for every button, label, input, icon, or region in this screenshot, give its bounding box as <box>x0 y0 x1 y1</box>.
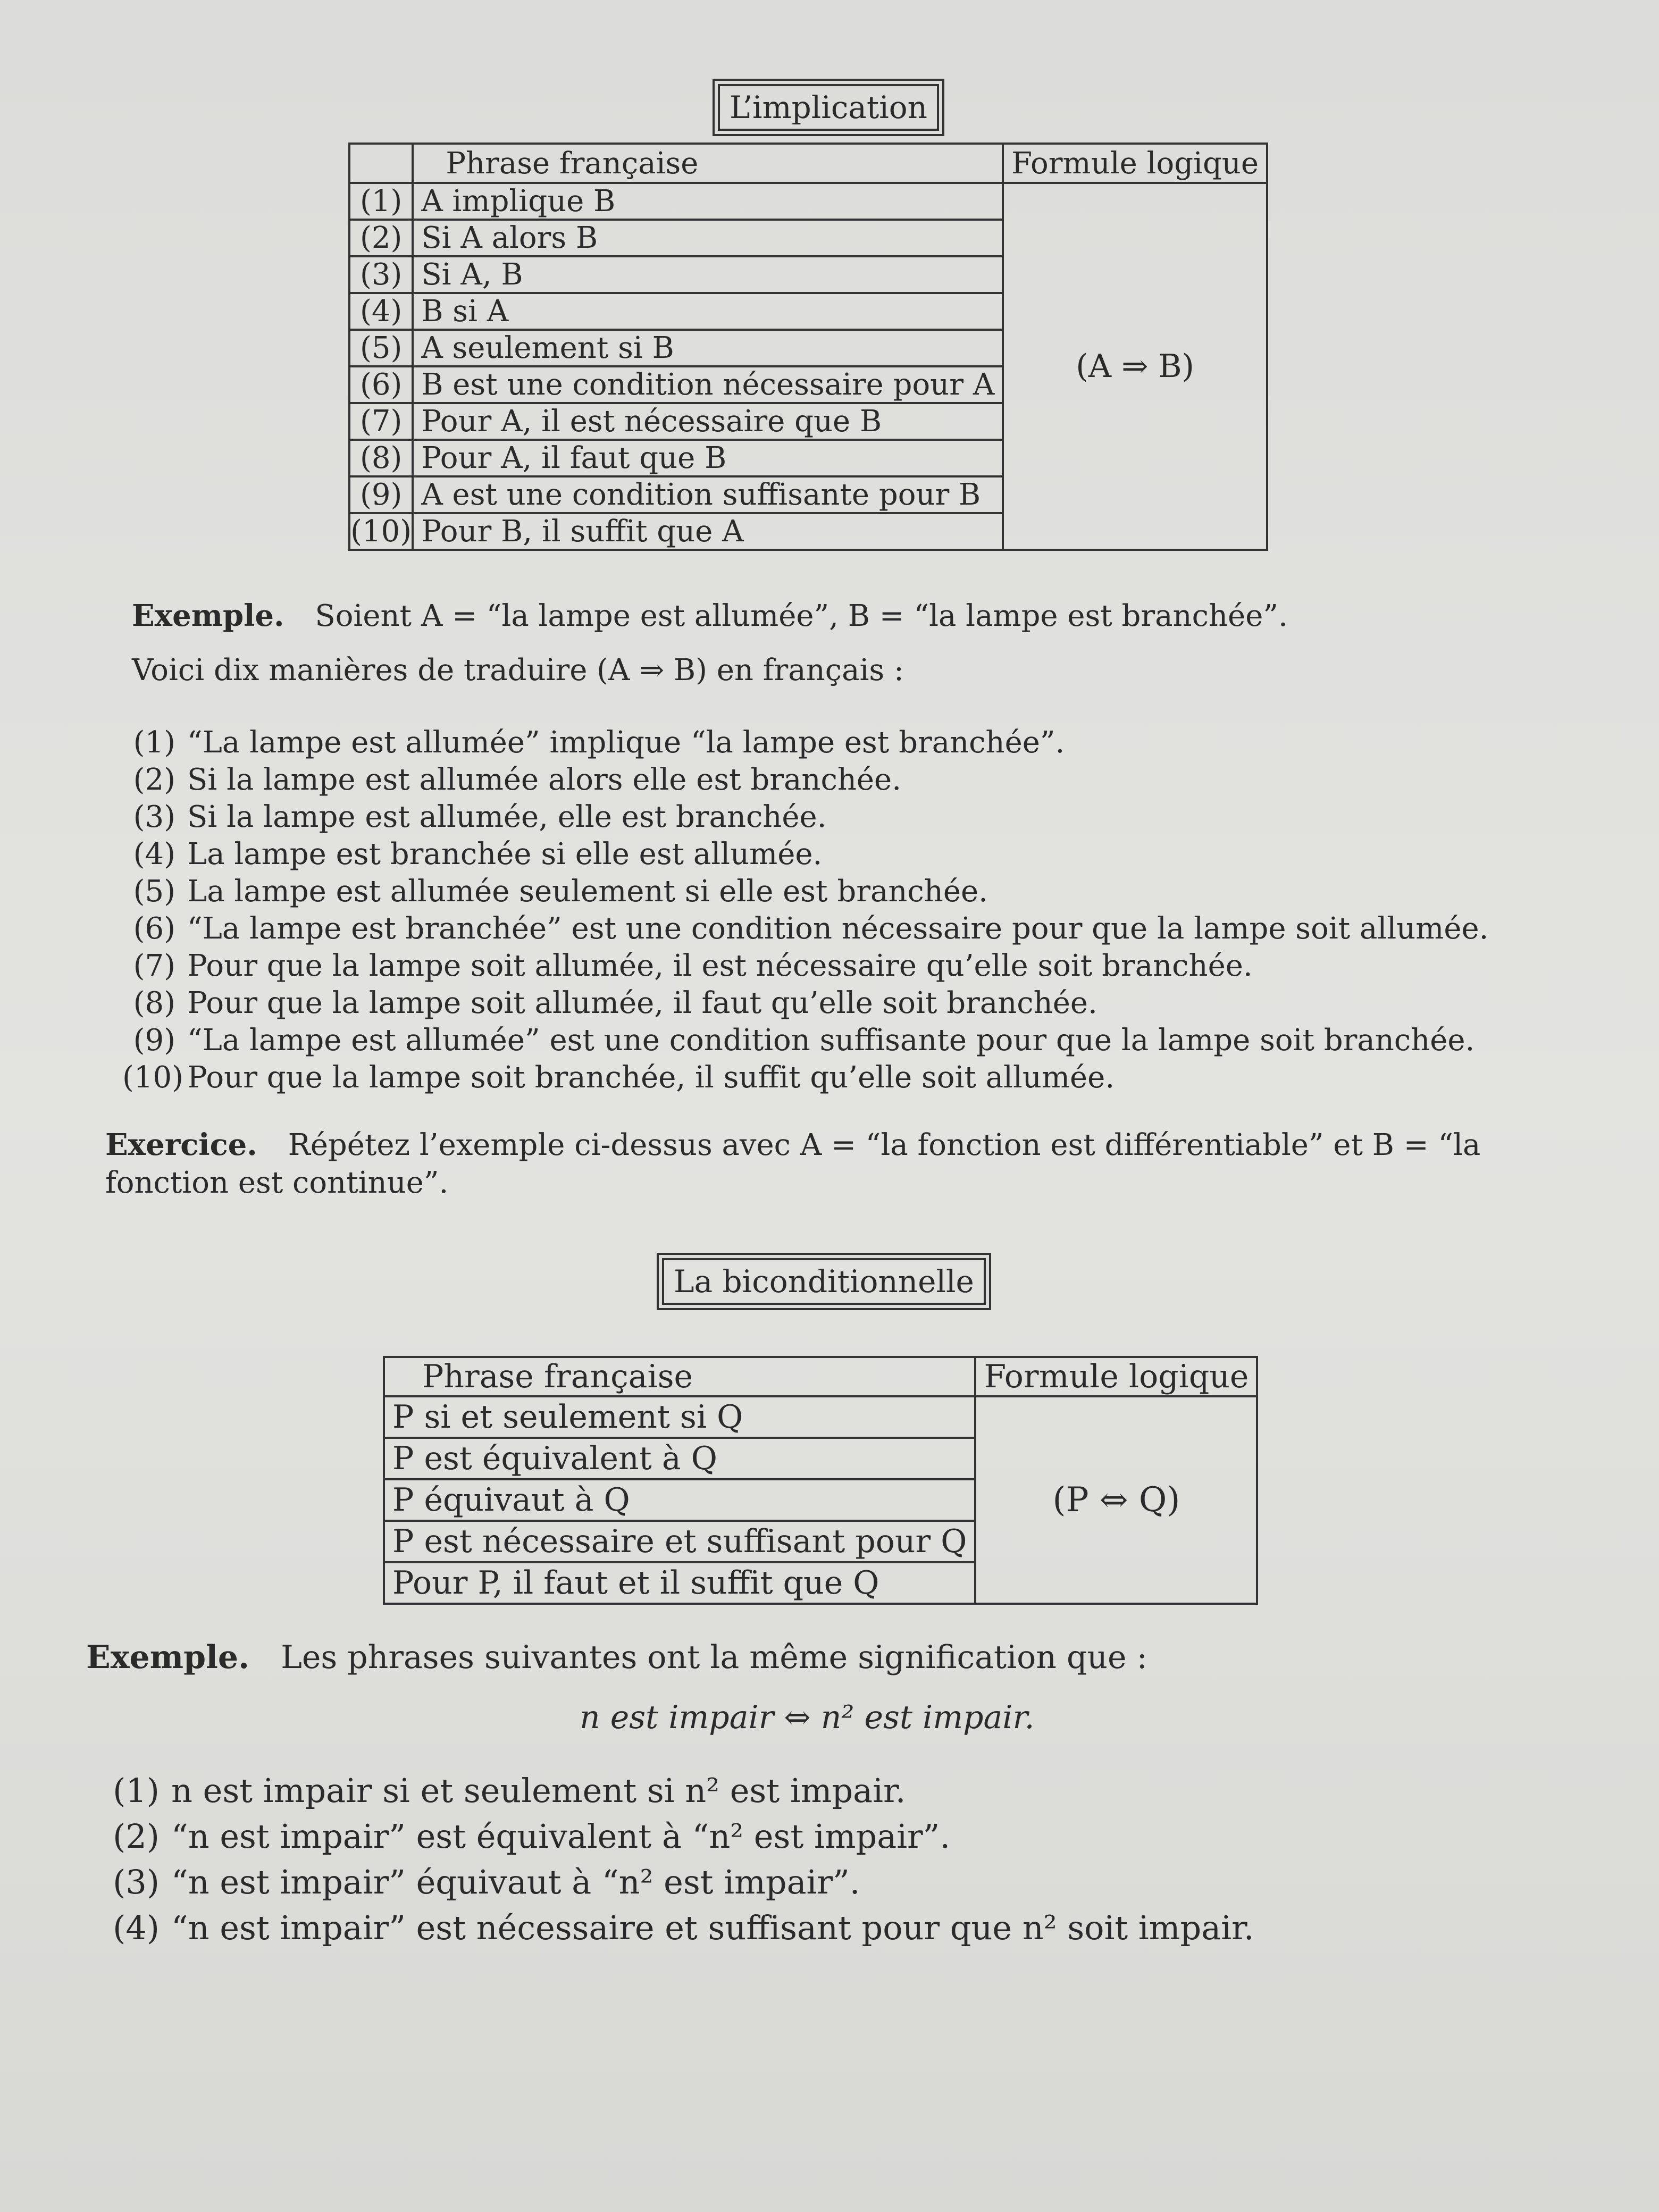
item-number: (3) <box>133 800 175 834</box>
implication-formula: (A ⇒ B) <box>1003 183 1267 550</box>
item-text: Si la lampe est allumée alors elle est branchée. <box>187 763 901 797</box>
table-row <box>349 183 1267 220</box>
row-number: (2) <box>349 220 413 256</box>
list-item <box>106 1905 1254 1951</box>
list-item <box>122 910 1488 948</box>
row-number: (1) <box>349 183 413 220</box>
row-number: (5) <box>349 330 413 366</box>
list-item <box>122 836 1488 873</box>
header-blank-cell <box>349 144 413 183</box>
row-number: (10) <box>349 513 413 550</box>
item-text: Si la lampe est allumée, elle est branchée. <box>187 800 827 834</box>
exemple1-label: Exemple. <box>132 598 284 633</box>
row-phrase: P est nécessaire et suffisant pour Q <box>384 1521 975 1562</box>
header-phrase: Phrase française <box>413 144 1003 183</box>
exercice-label: Exercice. <box>105 1127 257 1162</box>
item-text: La lampe est branchée si elle est allumée. <box>187 837 823 872</box>
item-number: (2) <box>113 1817 160 1856</box>
exemple1-text: Soient A = “la lampe est allumée”, B = “la lampe est branchée”. <box>315 599 1288 633</box>
item-number: (2) <box>133 763 175 797</box>
header-phrase: Phrase française <box>384 1357 975 1396</box>
list-item <box>122 724 1488 761</box>
row-phrase: Si A, B <box>413 256 1003 293</box>
row-number: (3) <box>349 256 413 293</box>
biconditionnelle-formula: (P ⇔ Q) <box>975 1396 1257 1604</box>
row-phrase: Pour P, il faut et il suffit que Q <box>384 1562 975 1604</box>
biconditionnelle-table <box>383 1356 1258 1605</box>
row-phrase: P équivaut à Q <box>384 1479 975 1521</box>
exemple2-label: Exemple. <box>86 1639 249 1676</box>
item-text: Pour que la lampe soit branchée, il suffit qu’elle soit allumée. <box>187 1060 1115 1095</box>
implication-table <box>348 143 1268 551</box>
exemple2-list <box>106 1768 1254 1951</box>
biconditionnelle-table-header <box>384 1357 1257 1396</box>
exemple2-intro: Les phrases suivantes ont la même signification que : <box>281 1639 1147 1676</box>
item-number: (1) <box>133 725 175 760</box>
item-text: “n est impair” équivaut à “n² est impair”. <box>171 1863 860 1901</box>
row-phrase: Si A alors B <box>413 220 1003 256</box>
list-item <box>122 799 1488 836</box>
item-number: (10) <box>122 1060 183 1095</box>
item-text: “La lampe est allumée” implique “la lampe est branchée”. <box>187 725 1065 760</box>
exemple2-equation: n est impair ⇔ n² est impair. <box>580 1699 1035 1736</box>
item-text: “n est impair” est nécessaire et suffisant pour que n² soit impair. <box>171 1908 1254 1947</box>
header-formule: Formule logique <box>975 1357 1257 1396</box>
exercice-line2: fonction est continue”. <box>105 1166 449 1200</box>
exemple2-intro-line <box>86 1639 1147 1676</box>
list-item <box>122 948 1488 985</box>
row-phrase: A est une condition suffisante pour B <box>413 476 1003 513</box>
table-row <box>384 1396 1257 1438</box>
list-item <box>122 873 1488 910</box>
row-phrase: A seulement si B <box>413 330 1003 366</box>
item-text: “La lampe est allumée” est une condition suffisante pour que la lampe soit branchée. <box>187 1023 1475 1058</box>
row-phrase: A implique B <box>413 183 1003 220</box>
row-number: (9) <box>349 476 413 513</box>
row-phrase: P est équivalent à Q <box>384 1438 975 1479</box>
list-item <box>106 1814 1254 1859</box>
item-number: (5) <box>133 874 175 909</box>
list-item <box>122 761 1488 799</box>
list-item <box>122 1022 1488 1059</box>
list-item <box>106 1859 1254 1905</box>
row-number: (6) <box>349 366 413 403</box>
implication-table-header <box>349 144 1267 183</box>
row-number: (4) <box>349 293 413 330</box>
item-number: (7) <box>133 949 175 983</box>
row-phrase: Pour A, il est nécessaire que B <box>413 403 1003 440</box>
implication-title: L’implication <box>718 84 939 131</box>
list-item <box>106 1768 1254 1814</box>
header-formule: Formule logique <box>1003 144 1267 183</box>
exemple1-list <box>122 724 1488 1096</box>
exemple1-line2: Voici dix manières de traduire (A ⇒ B) en français : <box>132 653 904 688</box>
item-number: (1) <box>113 1771 160 1810</box>
item-number: (3) <box>113 1863 160 1901</box>
row-number: (8) <box>349 440 413 476</box>
biconditionnelle-title: La biconditionnelle <box>662 1258 986 1305</box>
exercice-text: Répétez l’exemple ci-dessus avec A = “la fonction est différentiable” et B = “la <box>288 1128 1481 1162</box>
row-phrase: Pour B, il suffit que A <box>413 513 1003 550</box>
exemple1-line1 <box>132 598 1288 633</box>
row-phrase: P si et seulement si Q <box>384 1396 975 1438</box>
row-phrase: B est une condition nécessaire pour A <box>413 366 1003 403</box>
list-item <box>122 985 1488 1022</box>
item-text: Pour que la lampe soit allumée, il faut qu’elle soit branchée. <box>187 986 1097 1020</box>
item-text: n est impair si et seulement si n² est impair. <box>171 1771 906 1810</box>
item-text: La lampe est allumée seulement si elle est branchée. <box>187 874 988 909</box>
item-number: (8) <box>133 986 175 1020</box>
list-item <box>122 1059 1488 1096</box>
item-number: (4) <box>133 837 175 872</box>
item-number: (9) <box>133 1023 175 1058</box>
item-text: “La lampe est branchée” est une condition nécessaire pour que la lampe soit allumée. <box>187 911 1489 946</box>
row-number: (7) <box>349 403 413 440</box>
item-text: “n est impair” est équivalent à “n² est impair”. <box>171 1817 951 1856</box>
row-phrase: B si A <box>413 293 1003 330</box>
item-text: Pour que la lampe soit allumée, il est nécessaire qu’elle soit branchée. <box>187 949 1253 983</box>
row-phrase: Pour A, il faut que B <box>413 440 1003 476</box>
item-number: (6) <box>133 911 175 946</box>
item-number: (4) <box>113 1908 160 1947</box>
exercice-line1 <box>105 1127 1480 1162</box>
